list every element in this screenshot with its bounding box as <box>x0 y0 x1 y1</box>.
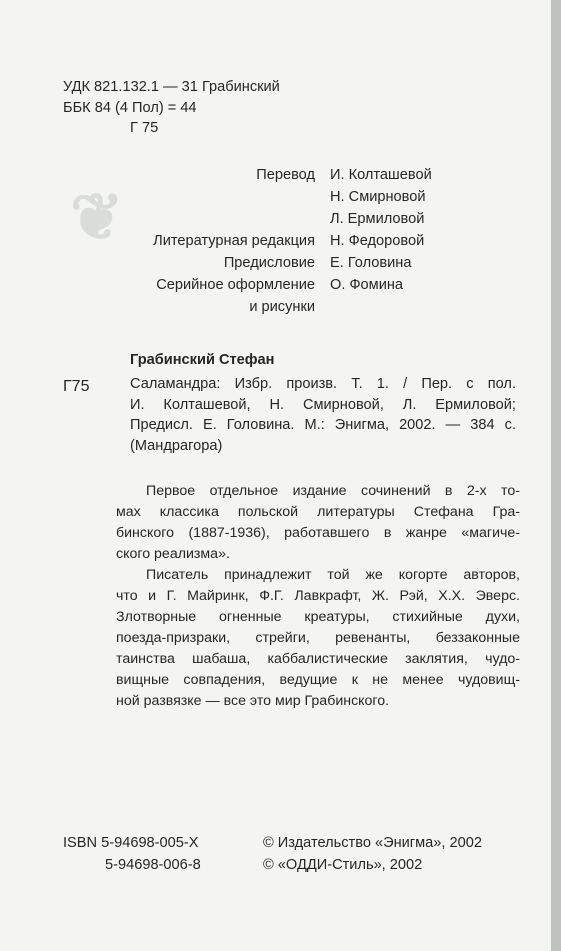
page-edge <box>551 0 561 951</box>
credit-role-preface: Предисловие <box>223 255 315 271</box>
annotation-p2-line-7: ной развязке — все это мир Грабинского. <box>116 693 390 709</box>
bibliographic-code: Г75 <box>63 378 90 395</box>
annotation-p2-line-2: что и Г. Майринк, Ф.Г. Лавкрафт, Ж. Рэй, Х.Х. Эверс. <box>116 588 520 604</box>
annotation-p1-line-1: Первое отдельное издание сочинений в 2-х то- <box>146 483 520 499</box>
copyright-publisher-2: © «ОДДИ-Стиль», 2002 <box>263 857 423 873</box>
annotation-p2-line-5: таинства шабаша, каббалистические заклятия, чудо- <box>116 651 520 667</box>
isbn-primary: ISBN 5-94698-005-X <box>63 835 199 851</box>
credit-role-editing: Литературная редакция <box>153 233 315 249</box>
copyright-publisher-1: © Издательство «Энигма», 2002 <box>263 835 482 851</box>
credit-name-translator-3: Л. Ермиловой <box>330 211 425 227</box>
credit-role-design: Серийное оформление <box>156 277 315 293</box>
credit-name-editor: Н. Федоровой <box>330 233 425 249</box>
annotation-p1-line-2: мах классика польской литературы Стефана Гра- <box>116 504 520 520</box>
credit-role-illustrations: и рисунки <box>249 299 315 315</box>
annotation-p1-line-3: бинского (1887-1936), работавшего в жанре «магиче- <box>116 525 520 541</box>
credit-role-translation: Перевод <box>256 167 315 183</box>
annotation-p1-line-4: ского реализма». <box>116 546 230 562</box>
bibliographic-line-3: Предисл. Е. Головина. М.: Энигма, 2002. — 384 с. <box>130 417 516 433</box>
annotation-p2-line-6: вищные совпадения, ведущие к не менее чудовищ- <box>116 672 520 688</box>
catalog-code: Г 75 <box>130 120 159 136</box>
credit-name-translator-2: Н. Смирновой <box>330 189 426 205</box>
author-heading: Грабинский Стефан <box>130 352 275 368</box>
udk-line: УДК 821.132.1 — 31 Грабинский <box>63 79 280 95</box>
annotation-p2-line-3: Злотворные огненные креатуры, стихийные духи, <box>116 609 520 625</box>
bbk-line: ББК 84 (4 Пол) = 44 <box>63 100 197 116</box>
annotation-p2-line-1: Писатель принадлежит той же когорте авторов, <box>146 567 520 583</box>
bibliographic-line-4: (Мандрагора) <box>130 438 223 454</box>
credit-name-translator-1: И. Колташевой <box>330 167 432 183</box>
isbn-secondary: 5-94698-006-8 <box>105 857 201 873</box>
show-through-mark: ❦ <box>70 180 132 255</box>
annotation-p2-line-4: поезда-призраки, стрейги, ревенанты, беззаконные <box>116 630 520 646</box>
credit-name-preface: Е. Головина <box>330 255 412 271</box>
bibliographic-line-2: И. Колташевой, Н. Смирновой, Л. Ермиловой; <box>130 397 516 413</box>
credit-name-designer: О. Фомина <box>330 277 404 293</box>
bibliographic-line-1: Саламандра: Избр. произв. Т. 1. / Пер. с пол. <box>130 376 516 392</box>
